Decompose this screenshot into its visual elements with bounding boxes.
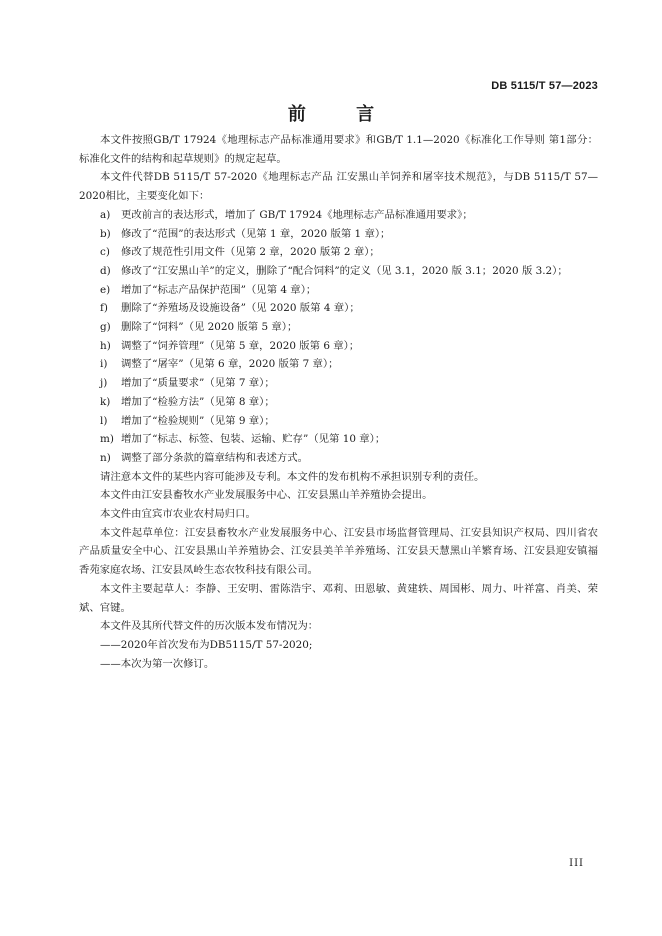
- list-item: [79, 318, 598, 337]
- list-item: [79, 262, 598, 281]
- list-item-label: b): [100, 227, 111, 240]
- paragraph-history-first: ——2020年首次发布为DB5115/T 57-2020;: [100, 638, 313, 651]
- list-item-label: g): [100, 321, 111, 334]
- list-item-text: 增加了“检验方法”（见第 8 章）；: [121, 395, 275, 408]
- paragraph-administrator: 本文件由宜宾市农业农村局归口。: [100, 508, 256, 521]
- list-item-text: 删除了“饲料”（见 2020 版第 5 章）；: [121, 321, 298, 334]
- paragraph-replacement: 本文件代替DB 5115/T 57-2020《地理标志产品 江安黑山羊饲养和屠宰技术规范》，与DB 5115/T 57—2020相比，主要变化如下：: [79, 171, 598, 203]
- list-item-label: j): [100, 377, 108, 390]
- list-item-text: 增加了“检验规则”（见第 9 章）；: [121, 414, 275, 427]
- paragraph-drafting-basis: 本文件按照GB/T 17924《地理标志产品标准通用要求》和GB/T 1.1—2020《标准化工作导则 第1部分：标准化文件的结构和起草规则》的规定起草。: [79, 134, 598, 165]
- changes-list: [79, 206, 598, 468]
- list-item: [79, 449, 598, 468]
- list-item: [79, 412, 598, 431]
- page-title: 前 言: [287, 104, 397, 125]
- list-item-label: c): [100, 246, 110, 259]
- list-item: [79, 299, 598, 318]
- paragraph-drafting-units: 本文件起草单位：江安县畜牧水产业发展服务中心、江安县市场监督管理局、江安县知识产权局、四川省农产品质量安全中心、江安县黑山羊养殖协会、江安县美羊羊养殖场、江安县天慧黑山羊繁育场、江安县迎安镇福香苑家庭农场、江安县凤岭生态农牧科技有限公司。: [79, 526, 598, 577]
- list-item-text: 增加了“质量要求”（见第 7 章）；: [121, 377, 275, 390]
- paragraph-proposer: 本文件由江安县畜牧水产业发展服务中心、江安县黑山羊养殖协会提出。: [100, 489, 433, 502]
- list-item-text: 调整了“饲养管理”（见第 5 章，2020 版第 6 章）；: [121, 339, 360, 352]
- list-item-label: m): [100, 433, 114, 446]
- list-item: [79, 374, 598, 393]
- list-item-label: e): [100, 283, 111, 296]
- list-item-text: 更改前言的表达形式，增加了 GB/T 17924《地理标志产品标准通用要求》；: [121, 208, 473, 221]
- document-code: DB 5115/T 57—2023: [491, 80, 598, 92]
- list-item: [79, 243, 598, 262]
- paragraph-history-revision: ——本次为第一次修订。: [100, 657, 215, 670]
- list-item: [79, 393, 598, 412]
- list-item-text: 增加了“标志、标签、包装、运输、贮存”（见第 10 章）；: [121, 433, 386, 446]
- list-item-text: 调整了部分条款的篇章结构和表述方式。: [121, 451, 309, 464]
- list-item-text: 修改了“江安黑山羊”的定义，删除了“配合饲料”的定义（见 3.1，2020 版 3.1；2020 版 3.2）；: [121, 264, 568, 277]
- list-item: [79, 430, 598, 449]
- list-item-label: f): [100, 302, 108, 315]
- list-item-text: 删除了“养殖场及设施设备”（见 2020 版第 4 章）；: [121, 302, 360, 315]
- list-item-label: h): [100, 339, 111, 352]
- list-item-text: 增加了“标志产品保护范围”（见第 4 章）；: [121, 283, 317, 296]
- list-item: [79, 337, 598, 356]
- paragraph-history-intro: 本文件及其所代替文件的历次版本发布情况为：: [100, 620, 319, 633]
- list-item-text: 调整了“屠宰”（见第 6 章，2020 版第 7 章）；: [121, 358, 339, 371]
- foreword-body: [79, 131, 598, 673]
- list-item-label: l): [100, 414, 108, 427]
- list-item: [79, 225, 598, 244]
- list-item-text: 修改了规范性引用文件（见第 2 章，2020 版第 2 章）；: [121, 246, 380, 259]
- list-item-label: n): [100, 451, 111, 464]
- page-number: III: [569, 858, 584, 869]
- paragraph-patent-notice: 请注意本文件的某些内容可能涉及专利。本文件的发布机构不承担识别专利的责任。: [100, 470, 485, 483]
- list-item-label: i): [100, 358, 108, 371]
- list-item: [79, 281, 598, 300]
- list-item-label: k): [100, 395, 111, 408]
- list-item: [79, 206, 598, 225]
- list-item-label: d): [100, 264, 111, 277]
- list-item-text: 修改了“范围”的表达形式（见第 1 章，2020 版第 1 章）；: [121, 227, 391, 240]
- list-item-label: a): [100, 208, 111, 221]
- paragraph-drafters: 本文件主要起草人：李静、王安明、雷陈浩宇、邓莉、田恩敏、黄建轶、周国彬、周力、叶祥富、肖美、荣斌、官键。: [79, 582, 598, 614]
- list-item: [79, 355, 598, 374]
